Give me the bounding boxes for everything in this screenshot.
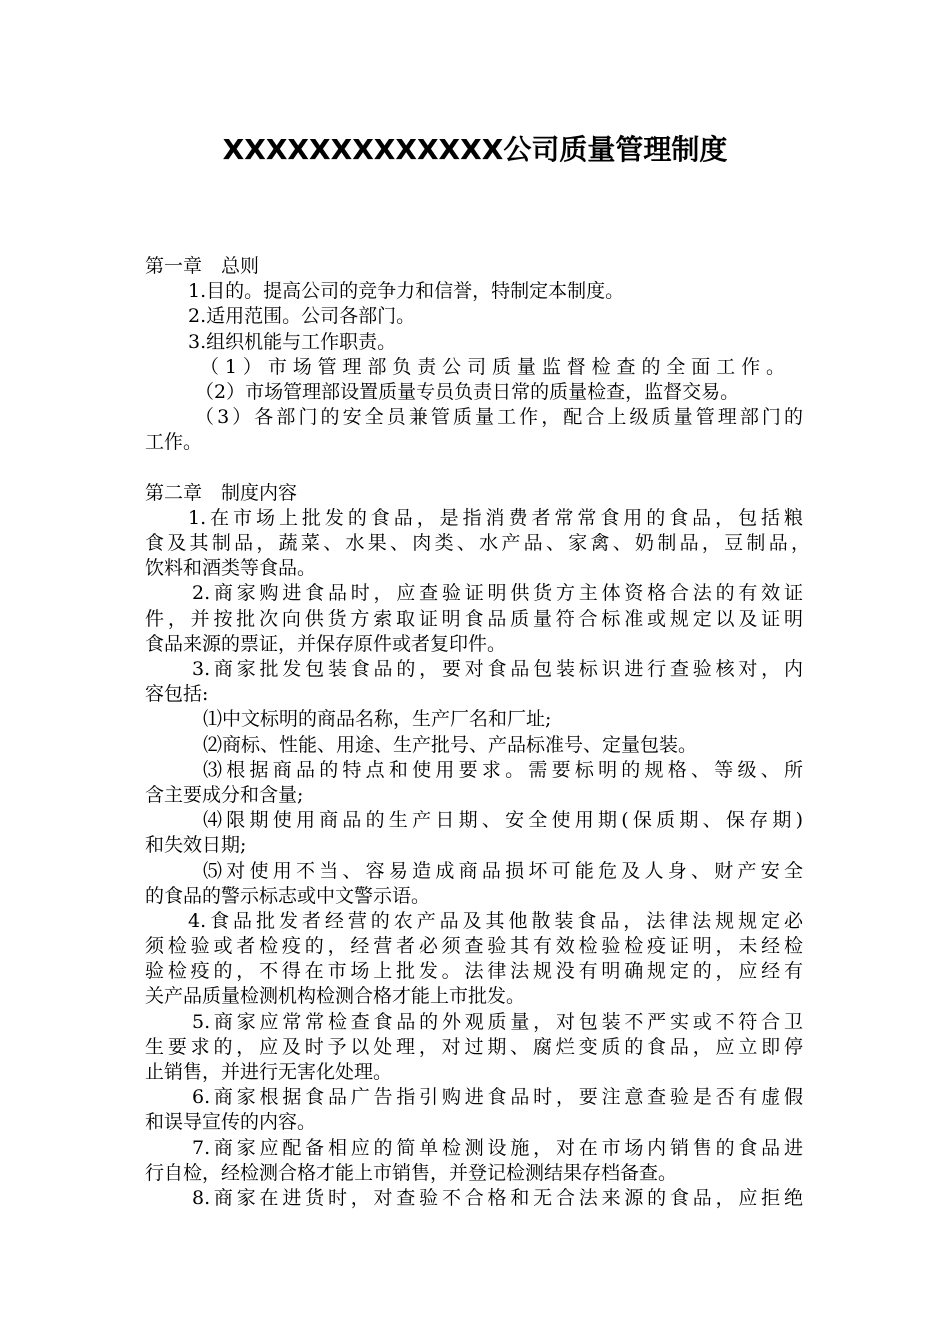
paragraph-line: 生要求的，应及时予以处理，对过期、腐烂变质的食品，应立即停 <box>145 1035 803 1058</box>
paragraph-line: 止销售，并进行无害化处理。 <box>145 1061 393 1083</box>
paragraph-line: 关产品质量检测机构检测合格才能上市批发。 <box>145 985 526 1008</box>
paragraph-line: （3）各部门的安全员兼管质量工作，配合上级质量管理部门的 <box>195 406 803 429</box>
paragraph-line: 容包括: <box>145 683 209 706</box>
paragraph-line: 食品来源的票证，并保存原件或者复印件。 <box>145 632 507 655</box>
paragraph-line: 2.适用范围。公司各部门。 <box>188 305 416 328</box>
paragraph-line: 2.商家购进食品时，应查验证明供货方主体资格合法的有效证 <box>192 582 803 605</box>
paragraph-line: 含主要成分和含量; <box>145 783 304 806</box>
paragraph-line: 验检疫的，不得在市场上批发。法律法规没有明确规定的，应经有 <box>145 960 803 983</box>
paragraph-line: ⑸对使用不当、容易造成商品损坏可能危及人身、财产安全 <box>203 859 803 882</box>
paragraph-line: （2）市场管理部设置质量专员负责日常的质量检查，监督交易。 <box>195 380 740 403</box>
paragraph-line: ⑶根据商品的特点和使用要求。需要标明的规格、等级、所 <box>203 758 803 781</box>
paragraph-line: （1）市场管理部负责公司质量监督检查的全面工作。 <box>200 355 785 378</box>
paragraph-line: 的食品的警示标志或中文警示语。 <box>145 884 431 907</box>
chapter-heading: 第一章 总则 <box>145 255 260 277</box>
paragraph-line: 6.商家根据食品广告指引购进食品时，要注意查验是否有虚假 <box>192 1086 803 1109</box>
paragraph-line: 3.组织机能与工作职责。 <box>188 330 397 353</box>
paragraph-line: 3.商家批发包装食品的，要对食品包装标识进行查验核对，内 <box>192 658 803 680</box>
paragraph-line: ⑷限期使用商品的生产日期、安全使用期(保质期、保存期) <box>203 809 803 832</box>
paragraph-line: 行自检，经检测合格才能上市销售，并登记检测结果存档备查。 <box>145 1161 678 1184</box>
paragraph-line: 5.商家应常常检查食品的外观质量，对包装不严实或不符合卫 <box>192 1010 803 1033</box>
paragraph-line: 1.在市场上批发的食品，是指消费者常常食用的食品，包括粮 <box>188 506 803 529</box>
paragraph-line: ⑵商标、性能、用途、生产批号、产品标准号、定量包装。 <box>203 733 698 756</box>
paragraph-line: 和失效日期; <box>145 834 247 857</box>
blank-line <box>145 456 810 481</box>
paragraph-line: 工作。 <box>145 431 203 454</box>
document-body <box>145 254 810 1211</box>
paragraph-line: 8.商家在进货时，对查验不合格和无合法来源的食品，应拒绝 <box>192 1186 803 1209</box>
paragraph-line: 7.商家应配备相应的简单检测设施，对在市场内销售的食品进 <box>192 1136 803 1159</box>
paragraph-line: 件，并按批次向供货方索取证明食品质量符合标准或规定以及证明 <box>145 607 803 630</box>
paragraph-line: 须检验或者检疫的，经营者必须查验其有效检验检疫证明，未经检 <box>145 935 803 958</box>
paragraph-line: 食及其制品，蔬菜、水果、肉类、水产品、家禽、奶制品，豆制品， <box>145 532 810 555</box>
document-title: XXXXXXXXXXXXX公司质量管理制度 <box>222 133 728 166</box>
paragraph-line: 饮料和酒类等食品。 <box>145 557 317 580</box>
chapter-heading: 第二章 制度内容 <box>145 481 298 504</box>
paragraph-line: 和误导宣传的内容。 <box>145 1111 317 1134</box>
paragraph-line: ⑴中文标明的商品名称，生产厂名和厂址; <box>203 708 552 731</box>
paragraph-line: 4.食品批发者经营的农产品及其他散装食品，法律法规规定必 <box>188 909 803 932</box>
paragraph-line: 1.目的。提高公司的竞争力和信誉，特制定本制度。 <box>188 280 625 303</box>
